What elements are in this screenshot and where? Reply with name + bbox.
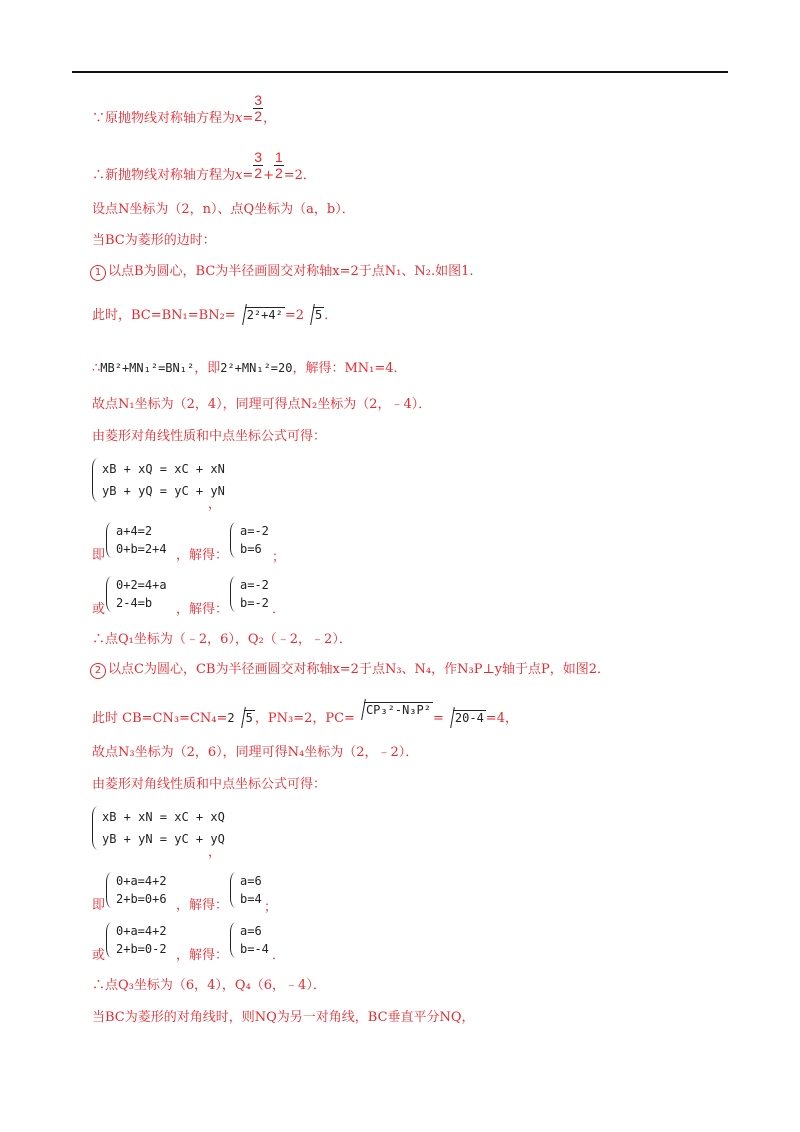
equation-row: yB + yN = yC + yQ (102, 832, 225, 846)
comma: ， (208, 497, 222, 512)
equation-row: a=-2 (240, 578, 269, 592)
fraction-denominator: 2 (274, 165, 283, 181)
equation-row: 0+b=2+4 (116, 542, 167, 556)
semicolon: ； (264, 900, 278, 915)
axis-of-symmetry-new (92, 149, 316, 184)
fraction-numerator: 1 (274, 149, 283, 165)
comma: ， (208, 845, 222, 860)
sqrt (236, 307, 285, 323)
solve-label: ，解得： (176, 898, 229, 913)
var-x: x (235, 111, 243, 126)
equals: = (242, 111, 254, 126)
fraction (253, 93, 263, 124)
plus: + (263, 168, 274, 183)
coefficient: 2 (227, 711, 235, 725)
case-circle-b (90, 264, 474, 281)
brace (92, 458, 101, 502)
text-segment: 此时 CB=CN₃=CN₄= (92, 711, 228, 726)
equation-system (106, 872, 167, 908)
header-rule (72, 71, 728, 73)
equation-row: b=-2 (240, 596, 269, 610)
solve-label: ，解得： (176, 602, 229, 617)
equation-row: xB + xN = xC + xQ (102, 810, 225, 824)
rhombus-property: 由菱形对角线性质和中点坐标公式可得： (92, 429, 327, 444)
semicolon: ； (272, 550, 286, 565)
equation-row: 2+b=0+6 (116, 892, 167, 906)
equation-row: 0+2=4+a (116, 578, 167, 592)
fraction (274, 150, 284, 181)
brace (230, 522, 239, 558)
equation-system (230, 522, 269, 558)
label-huo: 或 (92, 602, 106, 617)
radicand: CP₃²-N₃P² (365, 703, 431, 717)
rhombus-property: 由菱形对角线性质和中点坐标公式可得： (92, 777, 327, 792)
equation-system (230, 576, 269, 612)
equation-row: a=6 (240, 874, 262, 888)
sqrt (304, 307, 324, 323)
brace (106, 872, 115, 908)
case-bc-side: 当BC为菱形的边时： (92, 233, 216, 248)
text-segment: =2． (283, 168, 316, 183)
brace (230, 872, 239, 908)
brace (230, 576, 239, 612)
equals: = (242, 168, 254, 183)
period: ． (272, 948, 286, 963)
label-huo: 或 (92, 948, 106, 963)
case-bc-diagonal: 当BC为菱形的对角线时，则NQ为另一对角线，BC垂直平分NQ， (92, 1010, 475, 1025)
circled-number: 1 (90, 265, 106, 281)
sqrt (235, 710, 255, 726)
fraction-numerator: 3 (254, 92, 263, 108)
brace (106, 522, 115, 558)
equation-row: 0+a=4+2 (116, 924, 167, 938)
equation-row: 0+a=4+2 (116, 874, 167, 888)
circled-number: 2 (90, 663, 106, 679)
q3-q4-coordinates: ∴点Q₃坐标为（6，4），Q₄（6，﹣4）． (92, 978, 326, 993)
equals: = (432, 711, 444, 726)
text-segment: =4， (485, 711, 518, 726)
bc-length (92, 307, 337, 324)
pythagoras (92, 360, 407, 377)
equation-row: yB + yQ = yC + yN (102, 484, 225, 498)
text-segment: ，PN₃=2，PC= (254, 711, 355, 726)
var-x: x (235, 168, 243, 183)
text-segment: 以点C为圆心，CB为半径画圆交对称轴x=2于点N₃、N₄，作N₃P⊥y轴于点P，如图2． (108, 662, 611, 677)
equation: MB²+MN₁²=BN₁² (100, 361, 195, 375)
text-segment: 此时，BC=BN₁=BN₂= (92, 308, 236, 323)
text-segment: ∴ (92, 361, 101, 376)
fraction (253, 150, 263, 181)
equation-row: 2-4=b (116, 596, 153, 610)
set-coordinates: 设点N坐标为（2，n）、点Q坐标为（a，b）． (92, 202, 355, 217)
radicand: 2²+4² (246, 308, 283, 322)
text-segment: ． (324, 308, 338, 323)
n1-coordinates: 故点N₁坐标为（2，4），同理可得点N₂坐标为（2，﹣4）． (92, 397, 432, 412)
equation-system (230, 922, 269, 958)
fraction-numerator: 3 (254, 149, 263, 165)
equation-system (106, 522, 167, 558)
equation-system (230, 872, 262, 908)
radicand: 20-4 (454, 711, 484, 725)
equation-row: a+4=2 (116, 524, 153, 538)
brace (106, 922, 115, 958)
fraction-denominator: 2 (254, 165, 263, 181)
cb-length (92, 703, 518, 727)
equation-system (92, 458, 225, 502)
equation-system (92, 806, 225, 850)
solve-label: ，解得： (176, 948, 229, 963)
solve-label: ，解得： (176, 548, 229, 563)
radicand: 5 (245, 711, 253, 725)
text-segment: ，即 (194, 361, 221, 376)
radicand: 5 (315, 308, 323, 322)
equation-system (106, 922, 167, 958)
brace (106, 576, 115, 612)
equation-row: b=6 (240, 542, 262, 556)
text-segment: ， (263, 111, 277, 126)
equation-row: xB + xQ = xC + xN (102, 462, 225, 476)
text-segment: ∴新抛物线对称轴方程为 (92, 168, 236, 183)
text-segment: ∵原抛物线对称轴方程为 (92, 111, 236, 126)
text-segment: =2 (284, 308, 304, 323)
equation-row: a=6 (240, 924, 262, 938)
equation-row: b=4 (240, 892, 262, 906)
label-ji: 即 (92, 548, 106, 563)
case-circle-c (90, 662, 610, 679)
equation-row: 2+b=0-2 (116, 942, 167, 956)
sqrt (355, 702, 433, 718)
equation-row: b=-4 (240, 942, 269, 956)
sqrt (444, 710, 486, 726)
q1-q2-coordinates: ∴点Q₁坐标为（﹣2，6），Q₂（﹣2，﹣2）． (92, 632, 352, 647)
equation-system (106, 576, 167, 612)
axis-of-symmetry-original (92, 92, 277, 127)
fraction-denominator: 2 (254, 108, 263, 124)
text-segment: ，解得：MN₁=4． (292, 361, 407, 376)
equation: 2²+MN₁²=20 (220, 361, 293, 375)
equation-row: a=-2 (240, 524, 269, 538)
text-segment: 以点B为圆心，BC为半径画圆交对称轴x=2于点N₁、N₂.如图1. (108, 264, 474, 279)
label-ji: 即 (92, 898, 106, 913)
brace (92, 806, 101, 850)
n3-coordinates: 故点N₃坐标为（2，6），同理可得N₄坐标为（2，﹣2）． (92, 745, 419, 760)
brace (230, 922, 239, 958)
period: ． (272, 602, 286, 617)
